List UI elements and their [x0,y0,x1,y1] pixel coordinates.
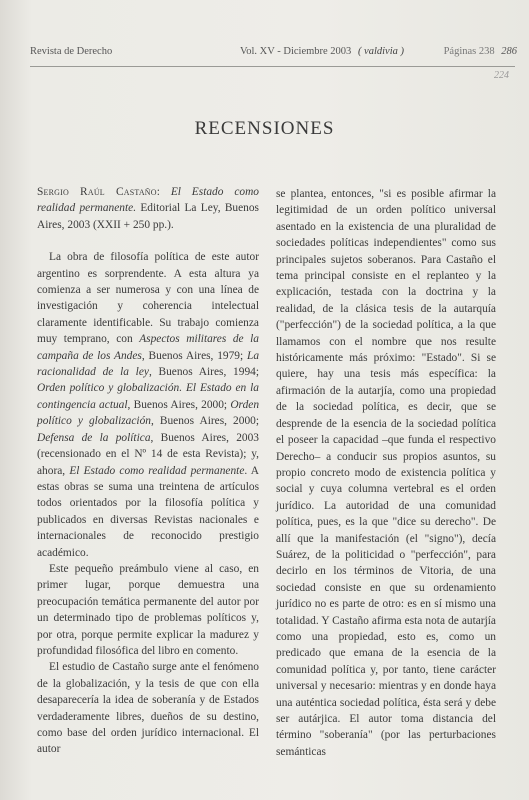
reference-colon: : [156,186,171,198]
volume-date-text: Vol. XV - Diciembre 2003 [240,46,352,57]
volume-date [240,46,404,57]
p1-text-i: , Buenos Aires, 2000; [150,415,259,428]
running-header [30,46,517,62]
reference-author: Sergio Raúl Castaño [37,186,157,198]
p1-text-g: , Buenos Aires, 2000; [127,398,231,411]
corner-mark: 224 [494,70,509,81]
p1-title-f: Orden político y globalización. El Estado en la contingencia actual [37,382,259,411]
reference-publisher: Editorial La Ley, Buenos Aires, 2003 (XXII + 250 pp.). [37,202,259,231]
p1-title-l: El Estado como realidad permanente [69,464,245,477]
handwritten-scribble: 286 [501,46,517,57]
p1-title-d: La racionalidad de la ley [37,349,260,379]
paragraph-3: El estudio de Castaño surge ante el fenómeno de la globalización, y la tesis de que con ella desaparecería la idea de soberanía y de Estados verdaderamente libres, dueños de su destino, como base del orden jurídico internacional. El autor [37,661,259,756]
p1-text-c: , Buenos Aires, 1979; [141,349,247,362]
handwritten-note: ( valdivia ) [357,46,405,57]
p1-text-e: , Buenos Aires, 1994; [148,366,259,379]
paragraph-4: se plantea, entonces, "si es posible afirmar la legitimidad de un orden político universal asentado en la existencia de una pluralidad de sociedades políticas independientes" como sus principales sujetos soberanos. Para Castaño el tema principal consiste en el replanteo y la explicación, testada con la doctrina y la realidad, de la clásica tesis de la autarquía ("perfección") de la sociedad política, a la que llamamos con el nombre que nos resulte históricamente más próximo: "Estado". Si se quiere, hay una tesis más específica: la afirmación de la autarjía, como una propiedad de la sociedad política, es decir, que se desprende de la esencia de la sociedad política el poseer la capacidad –que funda el respectivo Derecho– a conducir sus propios asuntos, su propio concreto modo de existencia política y social y cuya columna vertebral es el orden jurídico. La autoridad de una comunidad política, pues, es la que "dice su derecho". De allí que la manifestación (el "signo"), decía Suárez, de la politicidad o "perfección", para decirlo en los términos de Vitoria, de una sociedad consiste en que su ordenamiento jurídico no es parte de otro: es en sí mismo una totalidad. Y Castaño afirma esta nota de autarjía como una propiedad, esto es, como un predicado que emana de la esencia de la comunidad política y, por tanto, tiene carácter universal y necesario: mientras y en donde haya una auténtica sociedad política, ésta será y debe ser autárjica. El autor toma distancia del término "soberanía" (por las perturbaciones semánticas [276,188,496,758]
journal-name: Revista de Derecho [30,46,113,57]
left-column [37,184,259,758]
section-title: RECENSIONES [194,118,335,139]
book-reference [37,184,259,233]
right-column [276,186,496,760]
p1-title-b: Aspectos militares de la campaña de los Andes [37,333,259,362]
p1-text-k: , Buenos Aires, 2003 (recensionado en el Nº 14 de esta Revista); y, ahora, [37,431,259,477]
page-number [444,46,517,57]
paragraph-1 [37,249,259,561]
p1-title-j: Defensa de la política [37,431,151,444]
reference-title: El Estado como realidad permanente. [37,186,259,215]
p1-text-m: . A estas obras se suma una treintena de artículos todos orientados por la filosofía política y publicados en diversas Revistas nacionales e internacionales de reconocido prestigio académico. [37,464,259,559]
p1-text-a: La obra de filosofía política de este autor argentino es sorprendente. A esta altura ya comienza a ser numerosa y con una línea de investigación y coherencia intelectual claramente identificable. Su trabajo comienza muy temprano, con [37,251,259,346]
header-rule [30,66,515,67]
paragraph-2: Este pequeño preámbulo viene al caso, en primer lugar, porque demuestra una preocupación temática permanente del autor por un determinado tipo de problemas políticos y, por otra, porque permite explicar la madurez y profundidad filosófica del libro en comento. [37,562,259,657]
p1-title-h: Orden político y globalización [37,398,260,428]
page-label: Páginas 238 [443,46,495,57]
